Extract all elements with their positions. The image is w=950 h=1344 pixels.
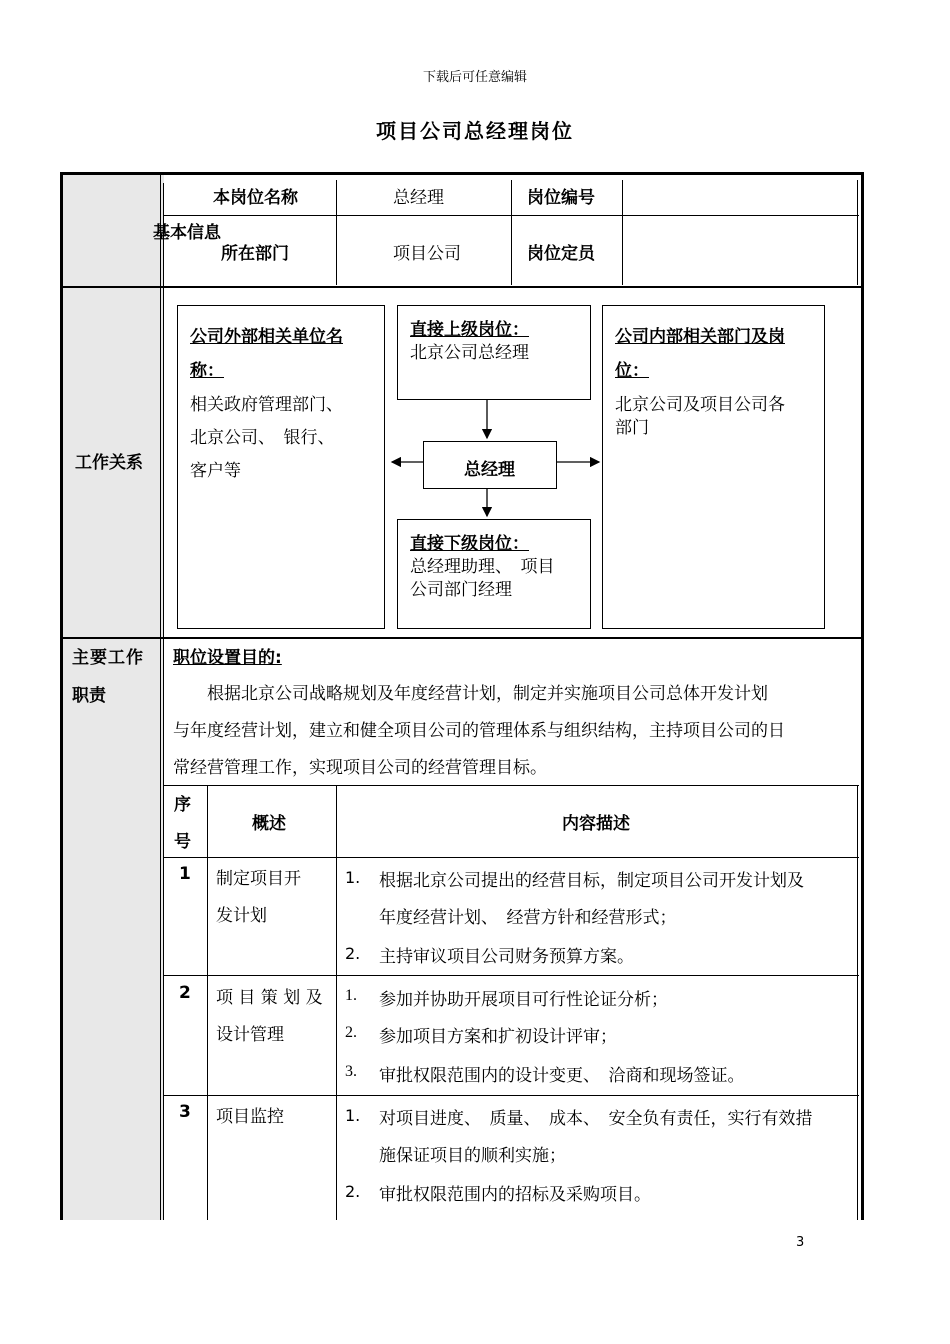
row-seq: 3: [179, 1102, 191, 1122]
item-text: 对项目进度、 质量、 成本、 安全负有责任，实行有效措: [379, 1109, 813, 1129]
item-text: 参加并协助开展项目可行性论证分析；: [379, 990, 668, 1010]
item-number: 1.: [345, 868, 361, 887]
item-text: 施保证项目的顺利实施；: [379, 1146, 566, 1166]
item-text: 审批权限范围内的招标及采购项目。: [379, 1185, 651, 1205]
headcount-label: 岗位定员: [527, 244, 595, 264]
external-units-line: 客户等: [190, 461, 241, 481]
department-label: 所在部门: [221, 244, 289, 264]
purpose-line: 与年度经营计划，建立和健全项目公司的管理体系与组织结构，主持项目公司的日: [173, 721, 785, 741]
center-position-label: 总经理: [464, 460, 515, 480]
external-units-line: 北京公司、 银行、: [190, 428, 335, 448]
item-number: 1.: [345, 987, 357, 1004]
page-title: 项目公司总经理岗位: [376, 119, 574, 143]
col-content-header: 内容描述: [562, 814, 630, 834]
internal-depts-title-cont: 位：: [615, 361, 649, 381]
col-seq-header: 序: [174, 795, 191, 815]
position-name-value: 总经理: [393, 188, 444, 208]
col-seq-header-cont: 号: [174, 832, 191, 852]
row-summary: 项目监控: [216, 1107, 284, 1127]
row-summary: 项 目 策 划 及: [216, 988, 323, 1008]
row-summary: 制定项目开: [216, 869, 301, 889]
row-seq: 2: [179, 983, 191, 1003]
item-text: 主持审议项目公司财务预算方案。: [379, 947, 634, 967]
external-units-title-cont: 称：: [190, 361, 224, 381]
duties-label: 主要工作: [72, 648, 144, 668]
item-number: 2.: [345, 1182, 361, 1201]
page-number: 3: [796, 1235, 805, 1250]
row-seq: 1: [179, 864, 191, 884]
superior-body: 北京公司总经理: [410, 343, 529, 363]
external-units-title: 公司外部相关单位名: [190, 327, 343, 347]
item-text: 年度经营计划、 经营方针和经营形式；: [379, 908, 677, 928]
download-note: 下载后可任意编辑: [422, 70, 527, 85]
subordinate-line: 总经理助理、 项目: [410, 557, 555, 577]
basic-info-label: 基本信息: [153, 223, 221, 243]
item-text: 根据北京公司提出的经营目标，制定项目公司开发计划及: [379, 871, 804, 891]
subordinate-line: 公司部门经理: [410, 580, 512, 600]
item-text: 审批权限范围内的设计变更、 洽商和现场签证。: [379, 1066, 745, 1086]
department-value: 项目公司: [393, 244, 461, 264]
purpose-line: 根据北京公司战略规划及年度经营计划，制定并实施项目公司总体开发计划: [173, 684, 768, 704]
item-number: 3.: [345, 1063, 357, 1080]
duties-label-cont: 职责: [72, 686, 106, 706]
internal-depts-title: 公司内部相关部门及岗: [615, 327, 785, 347]
position-code-label: 岗位编号: [527, 188, 595, 208]
superior-title: 直接上级岗位：: [410, 320, 529, 340]
purpose-title: 职位设置目的:: [173, 648, 282, 668]
item-number: 2.: [345, 1024, 357, 1041]
external-units-line: 相关政府管理部门、: [190, 395, 343, 415]
item-number: 1.: [345, 1106, 361, 1125]
item-number: 2.: [345, 944, 361, 963]
position-name-label: 本岗位名称: [213, 188, 298, 208]
subordinate-title: 直接下级岗位：: [410, 534, 529, 554]
purpose-line: 常经营管理工作，实现项目公司的经营管理目标。: [173, 758, 547, 778]
work-relations-label: 工作关系: [75, 453, 143, 473]
col-summary-header: 概述: [252, 814, 286, 834]
item-text: 参加项目方案和扩初设计评审；: [379, 1027, 617, 1047]
row-summary: 设计管理: [216, 1025, 284, 1045]
internal-depts-line: 部门: [615, 418, 649, 438]
row-summary: 发计划: [216, 906, 267, 926]
internal-depts-line: 北京公司及项目公司各: [615, 395, 785, 415]
